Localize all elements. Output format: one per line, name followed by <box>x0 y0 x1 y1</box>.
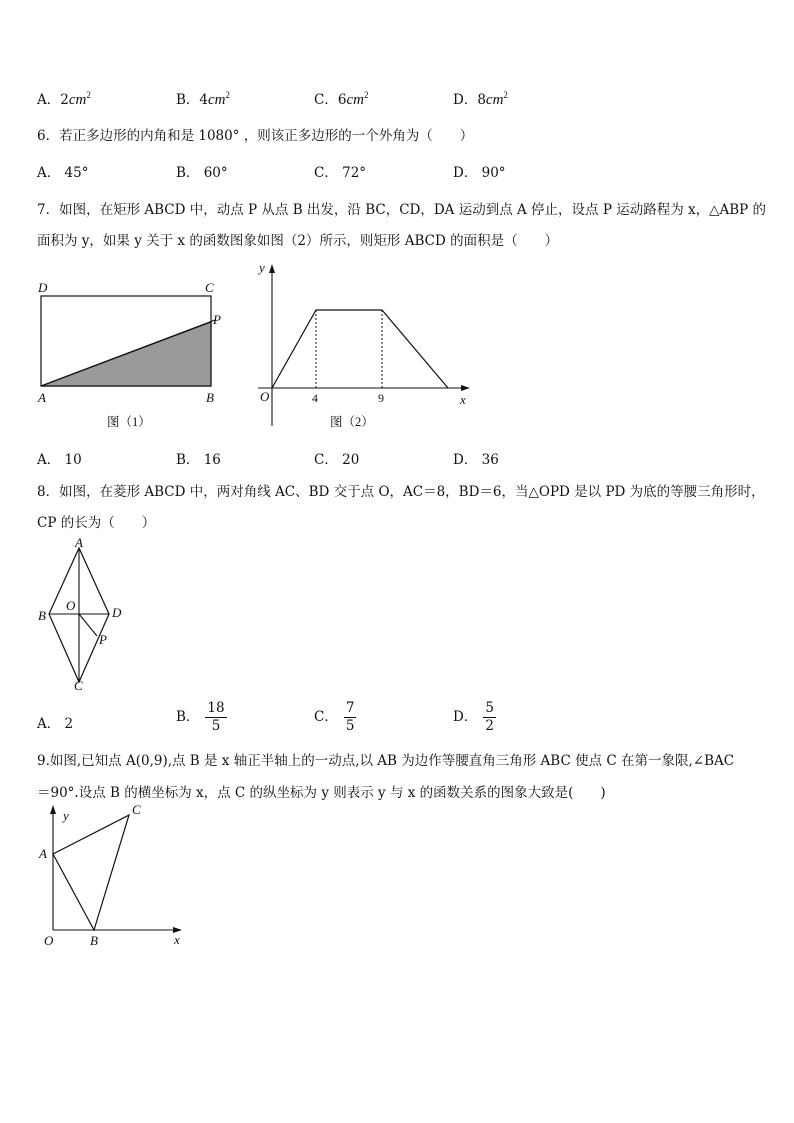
tick-label-9: 9 <box>378 391 384 405</box>
q7-option-b[interactable]: B． 16 <box>176 452 221 468</box>
q9-label-y: y <box>63 808 69 823</box>
q7-option-d[interactable]: D． 36 <box>453 452 499 468</box>
triangle-abc <box>53 815 129 930</box>
q7-option-c[interactable]: C． 20 <box>314 452 360 468</box>
label-d: D <box>38 280 48 295</box>
q7-question-line2: 面积为 y，如果 y 关于 x 的函数图象如图（2）所示，则矩形 ABCD 的面积是（ ） <box>37 233 559 249</box>
origin-label: O <box>260 389 270 404</box>
q7-option-a[interactable]: A． 10 <box>37 452 82 468</box>
q8-option-c[interactable]: C． $\frac{7}{5}$ <box>314 700 355 734</box>
q5-option-d[interactable]: D．$8cm^2$ <box>453 90 508 108</box>
q5-option-c[interactable]: C．$6cm^2$ <box>314 90 369 108</box>
q7-question-line1: 7．如图，在矩形 ABCD 中，动点 P 从点 B 出发，沿 BC，CD，DA 运动到点 A 停止，设点 P 运动路程为 x，△ABP 的 <box>37 202 767 218</box>
q6-option-a[interactable]: A． 45° <box>37 165 89 181</box>
fraction-18-5: $\frac{18}{5}$ <box>207 700 225 734</box>
segment-op <box>79 614 97 636</box>
q8-option-a[interactable]: A． 2 <box>37 716 74 732</box>
q9-label-b: B <box>90 933 98 948</box>
q8-option-d[interactable]: D． $\frac{5}{2}$ <box>453 700 494 734</box>
q5-option-b[interactable]: B．$4cm^2$ <box>176 90 231 108</box>
q9-question-line2: ＝90°.设点 B 的横坐标为 x，点 C 的纵坐标为 y 则表示 y 与 x 的函数关系的图象大致是( ) <box>37 785 606 801</box>
rhombus-label-a: A <box>75 535 83 550</box>
q6-question-text: 6．若正多边形的内角和是 1080° ，则该正多边形的一个外角为（ ） <box>37 128 474 144</box>
q9-label-o: O <box>44 933 54 948</box>
figure-2-caption: 图（2） <box>330 415 374 429</box>
q6-option-c[interactable]: C． 72° <box>314 165 367 181</box>
q8-question-line1: 8．如图，在菱形 ABCD 中，两对角线 AC、BD 交于点 O，AC＝8，BD＝6，当△OPD 是以 PD 为底的等腰三角形时， <box>37 484 765 500</box>
rhombus-label-b: B <box>38 608 46 623</box>
fraction-7-5: $\frac{7}{5}$ <box>345 700 355 734</box>
figure-1-caption: 图（1） <box>107 415 151 429</box>
label-a: A <box>38 390 46 405</box>
q9-figure <box>30 800 200 950</box>
label-p: P <box>213 312 221 327</box>
fraction-5-2: $\frac{5}{2}$ <box>485 700 494 734</box>
rhombus-label-d: D <box>112 605 122 620</box>
x-axis-arrow-icon <box>461 385 470 391</box>
q8-figure-rhombus <box>30 536 140 696</box>
rhombus-label-c: C <box>74 678 83 693</box>
axis-label-y: y <box>259 260 265 275</box>
rhombus-label-p: P <box>99 632 107 647</box>
q6-option-b[interactable]: B． 60° <box>176 165 228 181</box>
label-b: B <box>206 390 214 405</box>
y-axis-arrow-icon <box>269 264 275 273</box>
q9-label-x: x <box>174 932 180 947</box>
q9-label-c: C <box>132 802 141 817</box>
q9-y-axis-arrow-icon <box>50 805 56 814</box>
rhombus-label-o: O <box>66 598 76 613</box>
q7-figure-2 <box>250 258 480 438</box>
label-c: C <box>205 280 214 295</box>
axis-label-x: x <box>460 392 466 407</box>
q5-option-a[interactable]: A．$2cm^2$ <box>37 90 91 108</box>
function-graph <box>272 310 448 388</box>
q9-label-a: A <box>39 846 47 861</box>
q8-question-line2: CP 的长为（ ） <box>37 515 156 531</box>
q6-option-d[interactable]: D． 90° <box>453 165 506 181</box>
tick-label-4: 4 <box>312 391 318 405</box>
q9-question-line1: 9.如图,已知点 A(0,9),点 B 是 x 轴正半轴上的一动点,以 AB 为边作等腰直角三角形 ABC 使点 C 在第一象限,∠BAC <box>37 753 735 769</box>
q7-figure-1 <box>30 276 230 436</box>
q8-option-b[interactable]: B． $\frac{18}{5}$ <box>176 700 225 734</box>
